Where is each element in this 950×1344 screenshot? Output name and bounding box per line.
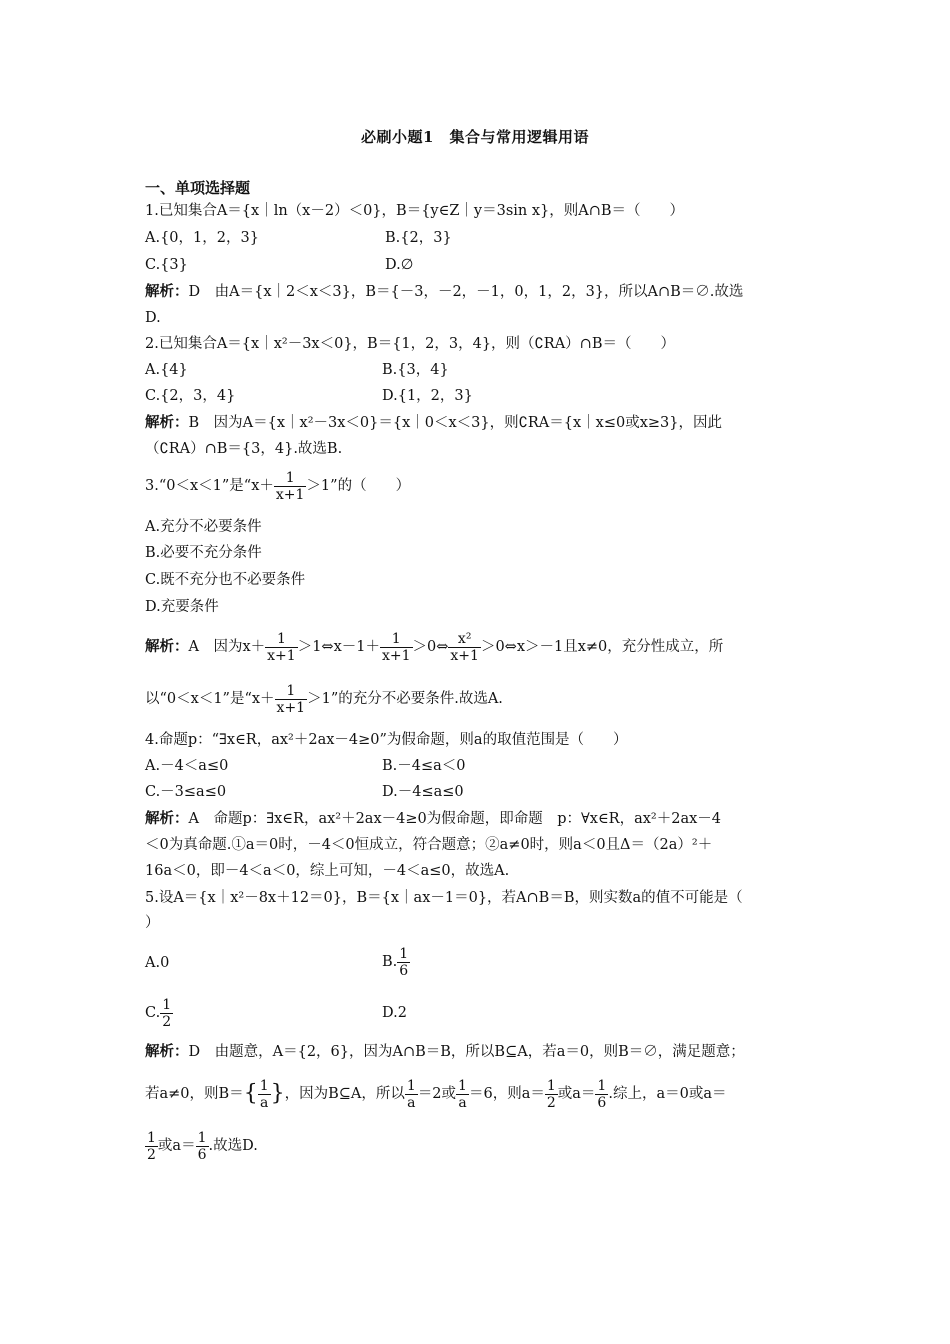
fraction: $\frac{1}{a}$	[259, 1077, 269, 1111]
solution-label: 解析：	[145, 638, 189, 655]
q4-option-a: A.－4＜a≤0	[145, 758, 229, 774]
q5-option-c: C. $\frac{1}{2}$	[145, 996, 172, 1030]
q2-option-c: C.{2，3，4}	[145, 388, 236, 404]
q3-option-c: C.既不充分也不必要条件	[145, 572, 306, 588]
fraction: $\frac{1}{x+1}$	[381, 630, 411, 664]
section-heading: 一、单项选择题	[145, 179, 251, 197]
q5-option-a: A.0	[145, 955, 170, 971]
q4-stem: 4.命题p：“∃x∈R，ax²＋2ax－4≥0”为假命题，则a的取值范围是（ ）	[145, 732, 628, 748]
q2-solution-text: B 因为A＝{x｜x²－3x＜0}＝{x｜0＜x＜3}，则∁RA＝{x｜x≤0或x≥3}，因此	[188, 415, 722, 431]
q1-option-a: A.{0，1，2，3}	[145, 230, 259, 246]
q4-solution: 解析：A 命题p：∃x∈R，ax²＋2ax－4≥0为假命题，即命题 p：∀x∈R，ax²＋2ax－4	[145, 810, 721, 827]
fraction: $\frac{\text{x²}}{x+1}$	[450, 630, 479, 664]
q2-solution-cont: （∁RA）∩B＝{3，4}.故选B.	[145, 441, 343, 457]
q1-solution-cont: D.	[145, 310, 161, 326]
q4-option-d: D.－4≤a≤0	[382, 784, 464, 800]
q5-option-d: D.2	[382, 1005, 407, 1021]
q4-solution-cont-1: ＜0为真命题.①a＝0时，－4＜0恒成立，符合题意；②a≠0时，则a＜0且Δ＝（2a）²＋	[145, 837, 713, 853]
q3-option-d: D.充要条件	[145, 599, 219, 615]
q3-stem-a: 3.“0＜x＜1”是“x＋	[145, 478, 274, 494]
q2-stem: 2.已知集合A＝{x｜x²－3x＜0}，B＝{1，2，3，4}，则（∁RA）∩B＝（ ）	[145, 336, 675, 352]
q1-option-d: D.∅	[385, 257, 414, 273]
q5-stem-cont: ）	[145, 915, 160, 931]
q1-stem: 1.已知集合A＝{x｜ln（x－2）＜0}，B＝{y∈Z｜y＝3sin x}，则A∩B＝（ ）	[145, 203, 685, 219]
solution-label: 解析：	[145, 283, 189, 300]
q5-solution-cont-1: 若a≠0，则B＝{ $\frac{1}{a}$ }，因为B⊆A，所以 $\frac{1}{a}$ ＝2或 $\frac{1}{a}$ ＝6，则a＝ $\frac{1}{2}$ 或a＝ $\frac{1}{6}$ .综上，a＝0或a＝	[145, 1077, 727, 1111]
q2-option-d: D.{1，2，3}	[382, 388, 473, 404]
q3-option-b: B.必要不充分条件	[145, 545, 262, 561]
solution-label: 解析：	[145, 414, 189, 431]
fraction: $\frac{1}{x+1}$	[276, 682, 306, 716]
page-title: 必刷小题1 集合与常用逻辑用语	[361, 128, 589, 146]
q1-option-b: B.{2，3}	[385, 230, 452, 246]
q3-option-a: A.充分不必要条件	[145, 519, 262, 535]
solution-label: 解析：	[145, 1043, 189, 1060]
q1-solution-text: D 由A＝{x｜2＜x＜3}，B＝{－3，－2，－1，0，1，2，3}，所以A∩B＝∅.故选	[188, 284, 744, 300]
q5-stem: 5.设A＝{x｜x²－8x＋12＝0}，B＝{x｜ax－1＝0}，若A∩B＝B，则实数a的值不可能是（	[145, 890, 743, 906]
q5-option-b: B. $\frac{1}{6}$	[382, 945, 409, 979]
fraction: $\frac{1}{6}$	[597, 1077, 607, 1111]
q4-option-b: B.－4≤a＜0	[382, 758, 466, 774]
q5-solution: 解析：D 由题意，A＝{2，6}，因为A∩B＝B，所以B⊆A，若a＝0，则B＝∅，满足题意；	[145, 1043, 745, 1060]
fraction: $\frac{1}{a}$	[406, 1077, 416, 1111]
q3-stem-b: ＞1”的（ ）	[306, 478, 411, 494]
q2-option-a: A.{4}	[145, 362, 188, 378]
fraction: $\frac{1}{x+1}$	[267, 630, 296, 664]
fraction: $\frac{1}{a}$	[458, 1077, 467, 1111]
q1-solution	[145, 282, 743, 302]
q2-solution	[145, 413, 722, 433]
q5-solution-cont-2: $\frac{1}{2}$ 或a＝ $\frac{1}{6}$ .故选D.	[147, 1129, 258, 1163]
q1-option-c: C.{3}	[145, 257, 188, 273]
q2-option-b: B.{3，4}	[382, 362, 449, 378]
solution-label: 解析：	[145, 810, 189, 827]
q4-option-c: C.－3≤a≤0	[145, 784, 227, 800]
q3-solution: 解析：A 因为x＋ $\frac{1}{x+1}$ ＞1⇔x－1＋ $\frac{1}{x+1}$ ＞0⇔ $\frac{\text{x²}}{x+1}$ ＞0⇔x＞－1且x≠0，充分性成立，所	[145, 630, 724, 664]
q3-stem	[145, 466, 410, 506]
fraction: $\frac{1}{6}$	[399, 945, 409, 979]
fraction: $\frac{1}{2}$	[162, 996, 172, 1030]
fraction: $\frac{1}{2}$	[147, 1129, 156, 1163]
q4-solution-cont-2: 16a＜0，即－4＜a＜0，综上可知，－4＜a≤0，故选A.	[145, 863, 510, 879]
fraction: $\frac{1}{6}$	[197, 1129, 207, 1163]
fraction: $\frac{1}{x+1}$	[275, 469, 305, 503]
q3-solution-cont: 以“0＜x＜1”是“x＋ $\frac{1}{x+1}$ ＞1”的充分不必要条件.故选A.	[145, 682, 503, 716]
fraction: $\frac{1}{2}$	[546, 1077, 556, 1111]
